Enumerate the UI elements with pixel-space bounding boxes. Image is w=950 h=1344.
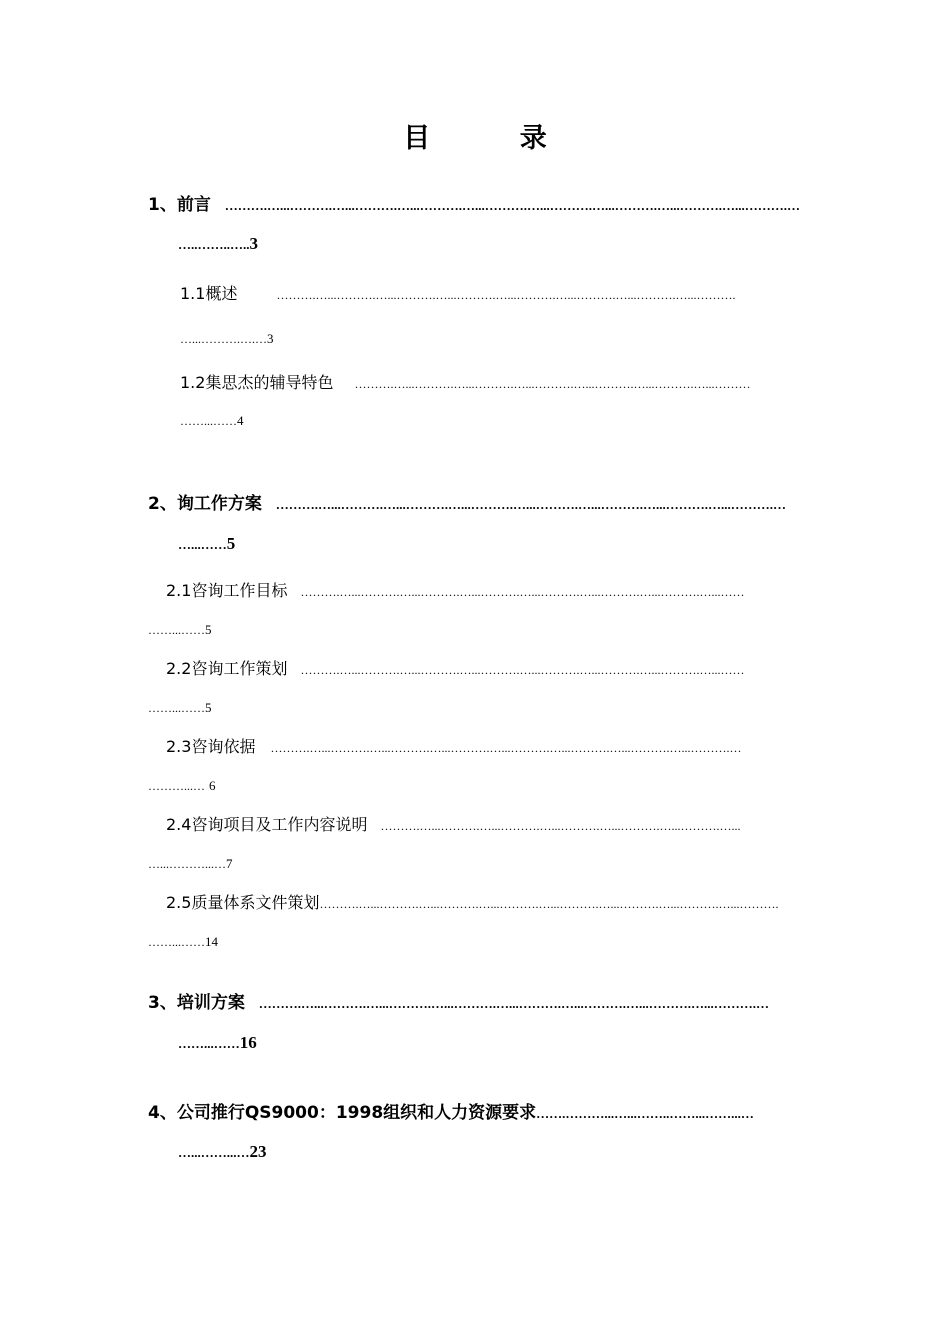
toc-entry-3-line2 [178, 1033, 257, 1053]
toc-entry-2-3-line1 [166, 734, 742, 757]
toc-entry-1-1-label: 1.1概述 [180, 284, 238, 303]
toc-entry-1-2-page: 4 [237, 413, 244, 428]
toc-entry-1-label: 1、前言 [148, 195, 211, 215]
toc-entry-2-3-page: 6 [209, 778, 216, 793]
toc-entry-4-line1 [148, 1098, 754, 1123]
toc-entry-2-4-leader: ……….…...……….…...……….…...……….…...……….…...……….…... [380, 819, 741, 833]
toc-entry-2-label: 2、询工作方案 [148, 494, 262, 514]
toc-entry-1-1-leader: ……….…...……….…...……….…...……….…...……….…...……….…...……….…...………. [276, 288, 736, 302]
toc-entry-3-leader: ……….…...……….…...……….…...……….…...……….…...……….…...……….…...……….… [258, 996, 770, 1011]
toc-entry-1-2-label: 1.2集思杰的辅导特色 [180, 373, 334, 392]
toc-entry-2-4-line2 [148, 853, 233, 872]
toc-entry-2-1-page: 5 [205, 622, 212, 637]
toc-entry-4-leader: …….………...…...……..……...……...… [536, 1106, 754, 1121]
toc-entry-2-1-leader-cont: ……...…… [148, 623, 205, 637]
toc-entry-2-3-leader: ……….…...……….…...……….…...……….…...……….…...……….…...……….…...……….… [270, 741, 742, 755]
toc-entry-2-line2 [178, 534, 235, 554]
toc-entry-2-line1 [148, 489, 786, 514]
toc-entry-3-leader-cont: ……...…… [178, 1036, 240, 1051]
toc-entry-1-page: 3 [249, 234, 258, 253]
toc-entry-2-1-line2 [148, 619, 212, 638]
toc-entry-2-2-line1 [166, 656, 745, 679]
toc-entry-1-leader: ……….…...……….…...……….…...……….…...……….…...……….…...……….…...……….…...……….… [224, 198, 801, 213]
toc-entry-2-2-label: 2.2咨询工作策划 [166, 659, 288, 678]
toc-entry-1-2-leader: ……….…...……….…...……….…...……….…...……….…...……….…...……… [354, 377, 751, 391]
toc-entry-2-5-leader-cont: ……...…… [148, 935, 205, 949]
toc-entry-2-5-line2 [148, 931, 218, 950]
toc-entry-2-4-page: 7 [226, 856, 233, 871]
toc-entry-2-page: 5 [226, 534, 236, 553]
toc-entry-4-label: 4、公司推行QS9000：1998组织和人力资源要求 [148, 1103, 537, 1123]
toc-entry-2-4-leader-cont: …...………...… [148, 857, 226, 871]
toc-entry-1-1-leader-cont: …...……….….… [180, 332, 267, 346]
toc-entry-2-3-leader-cont: ………...… [148, 779, 205, 793]
toc-entry-4-leader-cont: …...……...… [178, 1145, 250, 1160]
toc-entry-2-3-label: 2.3咨询依据 [166, 737, 256, 756]
toc-entry-2-4-line1 [166, 812, 741, 835]
toc-entry-2-5-line1 [166, 890, 778, 913]
toc-entry-3-line1 [148, 988, 769, 1013]
toc-entry-1-1-page: 3 [267, 331, 274, 346]
toc-entry-2-2-leader: ……….…...……….…...……….…...……….…...……….…...……….…...……….…...…… [300, 663, 745, 677]
toc-entry-2-2-page: 5 [205, 700, 212, 715]
page-title: 目 录 [403, 123, 587, 154]
toc-entry-2-5-label: 2.5质量体系文件策划 [166, 893, 320, 912]
toc-entry-1-1-line2 [180, 328, 274, 347]
toc-entry-1-2-line2 [180, 410, 244, 429]
toc-entry-1-1-line1 [180, 281, 736, 304]
toc-entry-3-label: 3、培训方案 [148, 993, 245, 1013]
toc-entry-1-leader-cont: …..……..….. [178, 237, 250, 252]
toc-entry-2-5-page: 14 [205, 934, 218, 949]
toc-entry-1-line1 [148, 190, 800, 215]
toc-entry-2-leader: ……….…...……….…...……….…...……….…...……….…...……….…...……….…...……….… [275, 497, 787, 512]
toc-entry-1-2-leader-cont: ……...…… [180, 414, 237, 428]
toc-entry-2-1-leader: ……….…...……….…...……….…...……….…...……….…...……….…...……….…...…… [300, 585, 745, 599]
toc-entry-2-1-label: 2.1咨询工作目标 [166, 581, 288, 600]
toc-entry-2-3-line2 [148, 775, 216, 794]
toc-entry-4-line2 [178, 1142, 267, 1162]
toc-entry-2-leader-cont: …...…… [178, 537, 227, 552]
toc-entry-2-2-line2 [148, 697, 212, 716]
toc-entry-2-2-leader-cont: ……...…… [148, 701, 205, 715]
toc-entry-2-1-line1 [166, 578, 745, 601]
toc-entry-1-line2 [178, 234, 258, 254]
toc-entry-4-page: 23 [249, 1142, 267, 1161]
toc-entry-2-5-leader: ……….…...……….…...……….…...……….…...……….…...……….…...……….…...………. [319, 897, 779, 911]
toc-entry-1-2-line1 [180, 370, 751, 393]
toc-entry-3-page: 16 [239, 1033, 257, 1052]
toc-entry-2-4-label: 2.4咨询项目及工作内容说明 [166, 815, 368, 834]
